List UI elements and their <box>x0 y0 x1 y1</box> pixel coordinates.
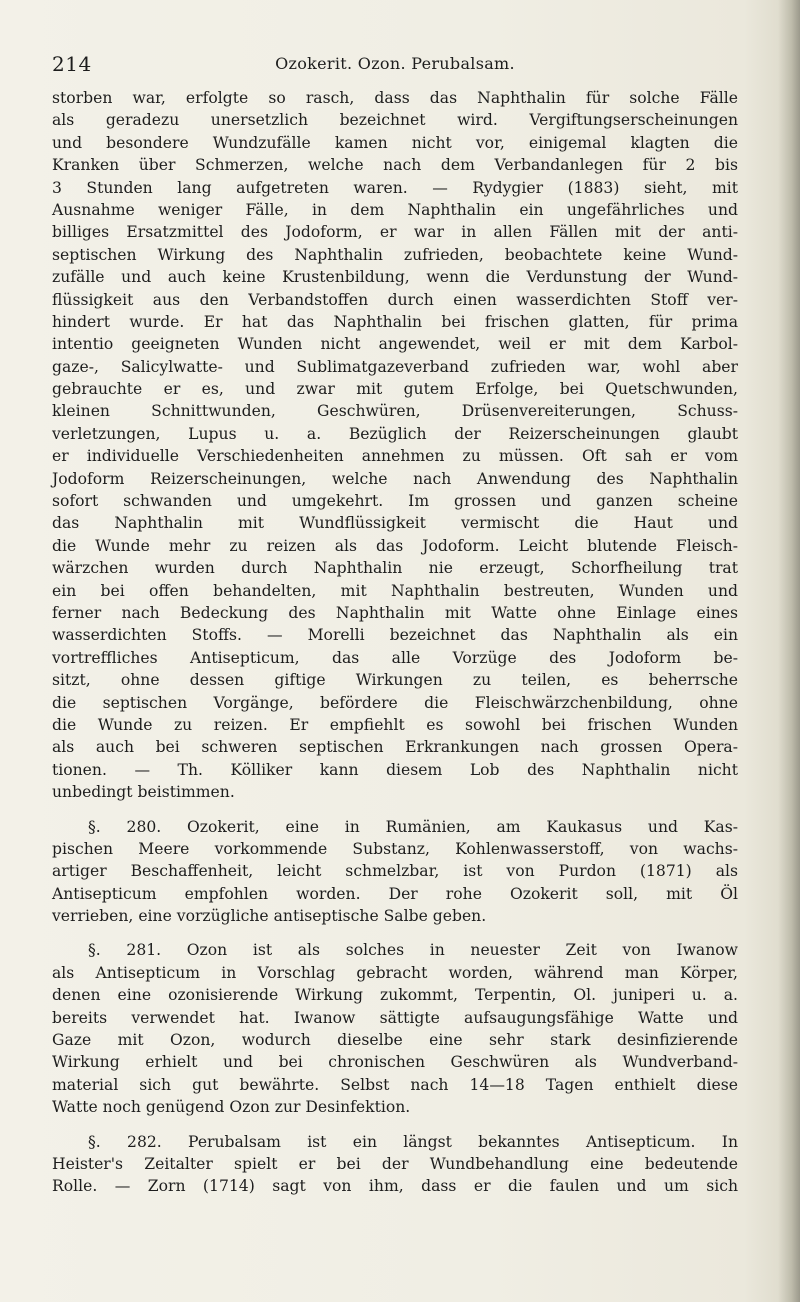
text-line: gaze-, Salicylwatte- und Sublimatgazeverband zufrieden war, wohl aber <box>52 357 738 376</box>
running-head: Ozokerit. Ozon. Perubalsam. <box>275 54 515 73</box>
text-line: denen eine ozonisierende Wirkung zukommt, Terpentin, Ol. juniperi u. a. <box>52 986 738 1005</box>
text-line: ferner nach Bedeckung des Naphthalin mit Watte ohne Einlage eines <box>52 603 738 622</box>
text-line: Antisepticum empfohlen worden. Der rohe Ozokerit soll, mit Öl <box>52 884 738 903</box>
text-line: als auch bei schweren septischen Erkrankungen nach grossen Opera- <box>52 738 738 757</box>
text-line: tionen. — Th. Kölliker kann diesem Lob des Naphthalin nicht <box>52 760 738 779</box>
text-line: material sich gut bewährte. Selbst nach 14—18 Tagen enthielt diese <box>52 1075 738 1094</box>
text-line: pischen Meere vorkommende Substanz, Kohlenwasserstoff, von wachs- <box>52 839 738 858</box>
text-line: septischen Wirkung des Naphthalin zufrieden, beobachtete keine Wund- <box>52 245 738 264</box>
text-line: §. 281. Ozon ist als solches in neuester Zeit von Iwanow <box>88 941 738 960</box>
paragraph <box>52 87 738 804</box>
paragraph <box>52 1131 738 1198</box>
page-edge-shadow <box>778 0 800 1302</box>
text-line: verletzungen, Lupus u. a. Bezüglich der Reizerscheinungen glaubt <box>52 424 738 443</box>
text-line: die Wunde zu reizen. Er empfiehlt es sowohl bei frischen Wunden <box>52 715 738 734</box>
text-line: Jodoform Reizerscheinungen, welche nach Anwendung des Naphthalin <box>52 469 738 488</box>
text-line: flüssigkeit aus den Verbandstoffen durch einen wasserdichten Stoff ver- <box>52 290 738 309</box>
paragraph-gap <box>52 927 738 939</box>
text-line: Kranken über Schmerzen, welche nach dem Verbandanlegen für 2 bis <box>52 156 738 175</box>
paragraph <box>52 939 738 1118</box>
text-line: Ausnahme weniger Fälle, in dem Naphthalin ein ungefährliches und <box>52 200 738 219</box>
text-line: vortreffliches Antisepticum, das alle Vorzüge des Jodoform be- <box>52 648 738 667</box>
text-line: storben war, erfolgte so rasch, dass das Naphthalin für solche Fälle <box>52 89 738 107</box>
text-line: wärzchen wurden durch Naphthalin nie erzeugt, Schorfheilung trat <box>52 559 738 578</box>
text-line: wasserdichten Stoffs. — Morelli bezeichnet das Naphthalin als ein <box>52 626 738 645</box>
text-line: das Naphthalin mit Wundflüssigkeit vermischt die Haut und <box>52 514 738 533</box>
text-line: sofort schwanden und umgekehrt. Im grossen und ganzen scheine <box>52 492 738 511</box>
text-line: Watte noch genügend Ozon zur Desinfektion. <box>52 1098 411 1117</box>
text-line: die septischen Vorgänge, befördere die Fleischwärzchenbildung, ohne <box>52 693 738 712</box>
text-line: billiges Ersatzmittel des Jodoform, er war in allen Fällen mit der anti- <box>52 223 738 242</box>
text-line: Heister's Zeitalter spielt er bei der Wundbehandlung eine bedeutende <box>52 1154 738 1173</box>
text-line: ein bei offen behandelten, mit Naphthalin bestreuten, Wunden und <box>52 581 738 600</box>
paragraph-gap <box>52 1119 738 1131</box>
text-line: sitzt, ohne dessen giftige Wirkungen zu teilen, es beherrsche <box>52 671 738 690</box>
page-number: 214 <box>52 52 92 76</box>
page-header <box>52 52 738 78</box>
text-line: Gaze mit Ozon, wodurch dieselbe eine sehr stark desinfizierende <box>52 1031 738 1050</box>
text-line: als geradezu unersetzlich bezeichnet wird. Vergiftungserscheinungen <box>52 111 738 130</box>
text-line: hindert wurde. Er hat das Naphthalin bei frischen glatten, für prima <box>52 312 738 331</box>
paragraph-gap <box>52 804 738 816</box>
text-line: Rolle. — Zorn (1714) sagt von ihm, dass er die faulen und um sich <box>52 1177 738 1196</box>
text-line: die Wunde mehr zu reizen als das Jodoform. Leicht blutende Fleisch- <box>52 536 738 555</box>
text-line: 3 Stunden lang aufgetreten waren. — Rydygier (1883) sieht, mit <box>52 178 738 197</box>
text-line: verrieben, eine vorzügliche antiseptische Salbe geben. <box>52 907 487 926</box>
text-line: artiger Beschaffenheit, leicht schmelzbar, ist von Purdon (1871) als <box>52 862 738 881</box>
paragraph <box>52 816 738 928</box>
text-line: gebrauchte er es, und zwar mit gutem Erfolge, bei Quetschwunden, <box>52 380 738 399</box>
text-line: §. 280. Ozokerit, eine in Rumänien, am Kaukasus und Kas- <box>88 817 738 836</box>
text-line: und besondere Wundzufälle kamen nicht vor, einigemal klagten die <box>52 133 738 152</box>
text-line: intentio geeigneten Wunden nicht angewendet, weil er mit dem Karbol- <box>52 335 738 354</box>
body-text <box>52 87 738 1198</box>
text-line: zufälle und auch keine Krustenbildung, wenn die Verdunstung der Wund- <box>52 268 738 287</box>
text-line: kleinen Schnittwunden, Geschwüren, Drüsenvereiterungen, Schuss- <box>52 402 738 421</box>
text-line: Wirkung erhielt und bei chronischen Geschwüren als Wundverband- <box>52 1053 738 1072</box>
text-line: unbedingt beistimmen. <box>52 783 235 802</box>
text-line: bereits verwendet hat. Iwanow sättigte aufsaugungsfähige Watte und <box>52 1008 738 1027</box>
text-line: §. 282. Perubalsam ist ein längst bekanntes Antisepticum. In <box>88 1132 738 1151</box>
text-line: er individuelle Verschiedenheiten annehmen zu müssen. Oft sah er vom <box>52 447 738 466</box>
text-line: als Antisepticum in Vorschlag gebracht worden, während man Körper, <box>52 963 738 982</box>
